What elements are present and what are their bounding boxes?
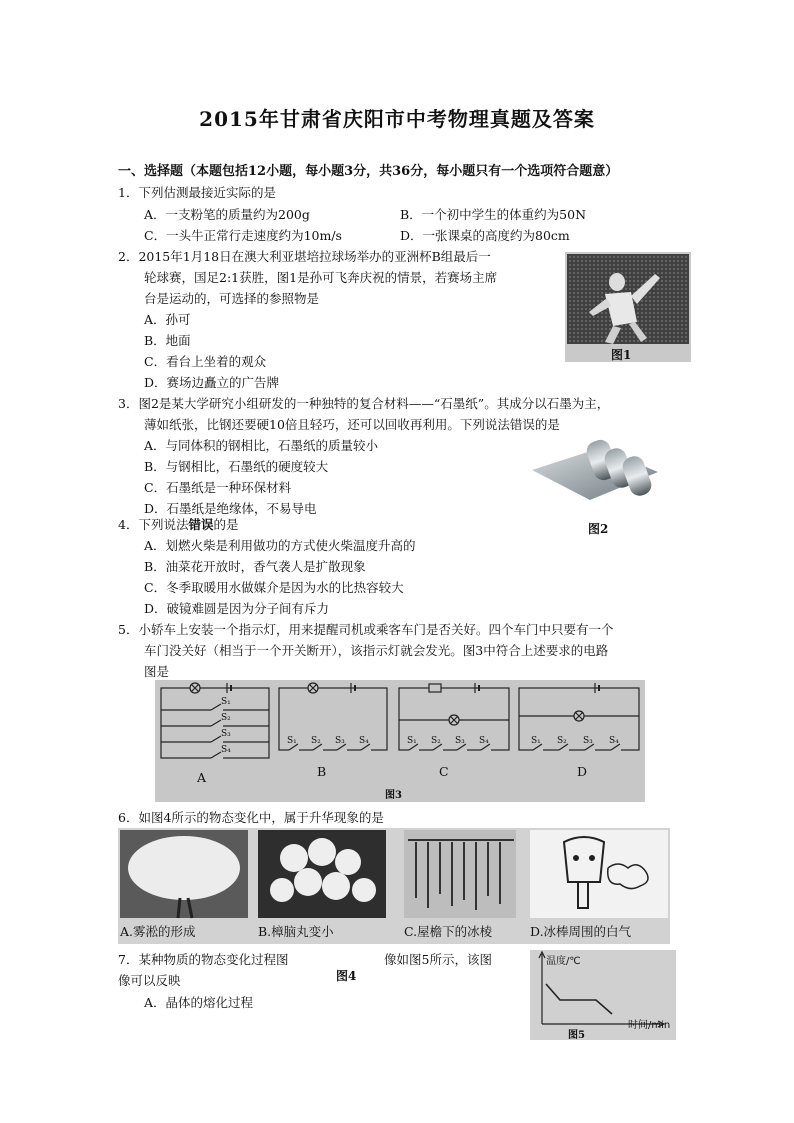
switch-label: S₂ [557,736,567,746]
q2-option-a: A．孙可 [144,312,191,327]
figure-5-caption: 图5 [568,1030,585,1040]
switch-label: S₁ [221,697,231,707]
figure-4-phase-changes [118,828,670,944]
circuit-label-b: B [317,764,327,779]
figure-4-caption: 图4 [336,969,357,983]
q1-option-a: A．一支粉笔的质量约为200g [144,207,310,222]
section-heading: 一、选择题（本题包括12小题，每小题3分，共36分，每小题只有一个选项符合题意） [118,164,619,179]
figure-1-caption: 图1 [611,348,632,362]
q2-stem-line2: 轮球赛，国足2:1获胜，图1是孙可飞奔庆祝的情景，若赛场主席 [144,270,498,285]
q1-option-c: C．一头牛正常行走速度约为10m/s [144,228,342,243]
q3-option-c: C．石墨纸是一种环保材料 [144,480,292,495]
graphite-paper-rolls-image [530,430,660,505]
circuit-label-d: D [577,764,588,779]
q3-option-d: D．石墨纸是绝缘体，不易导电 [144,501,317,516]
q5-stem-line1: 5．小轿车上安装一个指示灯，用来提醒司机或乘客车门是否关好。四个车门中只要有一个 [118,622,614,637]
switch-label: S₃ [455,736,465,746]
q3-stem-line1: 3．图2是某大学研究小组研发的一种独特的复合材料——“石墨纸”。其成分以石墨为主， [118,396,610,411]
switch-label: S₃ [583,736,593,746]
figure-4-caption-c: C.屋檐下的冰棱 [404,924,493,939]
figure-4-caption-b: B.樟脑丸变小 [258,924,334,939]
switch-label: S₂ [221,713,231,723]
q2-option-d: D．赛场边矗立的广告牌 [144,375,280,390]
q1-option-b: B．一个初中学生的体重约为50N [400,207,587,222]
q6-stem: 6．如图4所示的物态变化中，属于升华现象的是 [118,810,384,825]
q4-option-c: C．冬季取暖用水做媒介是因为水的比热容较大 [144,580,404,595]
q1-stem: 1．下列估测最接近实际的是 [118,185,276,200]
switch-label: S₃ [335,736,345,746]
figure-2-graphite-paper [530,430,660,505]
figure-3-caption: 图3 [385,790,402,801]
switch-label: S₄ [479,736,489,746]
switch-label: S₃ [221,729,231,739]
q3-stem-line2: 薄如纸张，比钢还要硬10倍且轻巧，还可以回收再利用。下列说法错误的是 [144,417,560,432]
q5-stem-line3: 图是 [144,664,170,679]
circuit-label-a: A [197,770,207,785]
q7-stem-part2: 像如图5所示，该图 [384,952,492,967]
figure-4-caption-a: A.雾淞的形成 [120,924,196,939]
y-axis-label: 温度/℃ [546,956,581,967]
q2-option-c: C．看台上坐着的观众 [144,354,267,369]
q4-option-b: B．油菜花开放时，香气袭人是扩散现象 [144,559,366,574]
figure-4-caption-d: D.冰棒周围的白气 [530,924,632,939]
q5-stem-line2: 车门没关好（相当于一个开关断开），该指示灯就会发光。图3中符合上述要求的电路 [144,643,609,658]
q1-option-d: D．一张课桌的高度约为80cm [400,228,570,243]
q4-option-d: D．破镜难圆是因为分子间有斥力 [144,601,330,616]
q4-option-a: A．划燃火柴是利用做功的方式使火柴温度升高的 [144,538,416,553]
switch-label: S₄ [221,745,231,755]
q7-stem-line2: 像可以反映 [118,973,181,988]
q2-stem-line3: 台是运动的，可选择的参照物是 [144,291,320,306]
figure-5-graph [530,950,676,1040]
switch-label: S₂ [311,736,321,746]
q7-option-a: A．晶体的熔化过程 [144,995,254,1010]
q3-option-a: A．与同体积的钢相比，石墨纸的质量较小 [144,438,379,453]
q2-option-b: B．地面 [144,333,191,348]
q2-stem-line1: 2．2015年1月18日在澳大利亚堪培拉球场举办的亚洲杯B组最后一 [118,249,491,264]
figure-2-caption: 图2 [588,522,609,536]
q4-stem: 4．下列说法错误的是 [118,517,239,532]
switch-label: S₂ [431,736,441,746]
x-axis-label: 时间/min [628,1020,671,1031]
figure-1-photo [565,252,691,362]
circuit-label-c: C [439,764,449,779]
circuit-a [161,683,269,758]
switch-label: S₁ [407,736,417,746]
q3-option-b: B．与钢相比，石墨纸的硬度较大 [144,459,329,474]
figure-3-circuits [155,680,645,802]
switch-label: S₄ [609,736,619,746]
switch-label: S₁ [531,736,541,746]
switch-label: S₄ [359,736,369,746]
page-title: 2015年甘肃省庆阳市中考物理真题及答案 [199,107,595,131]
q7-stem-part1: 7．某种物质的物态变化过程图 [118,952,289,967]
switch-label: S₁ [287,736,297,746]
